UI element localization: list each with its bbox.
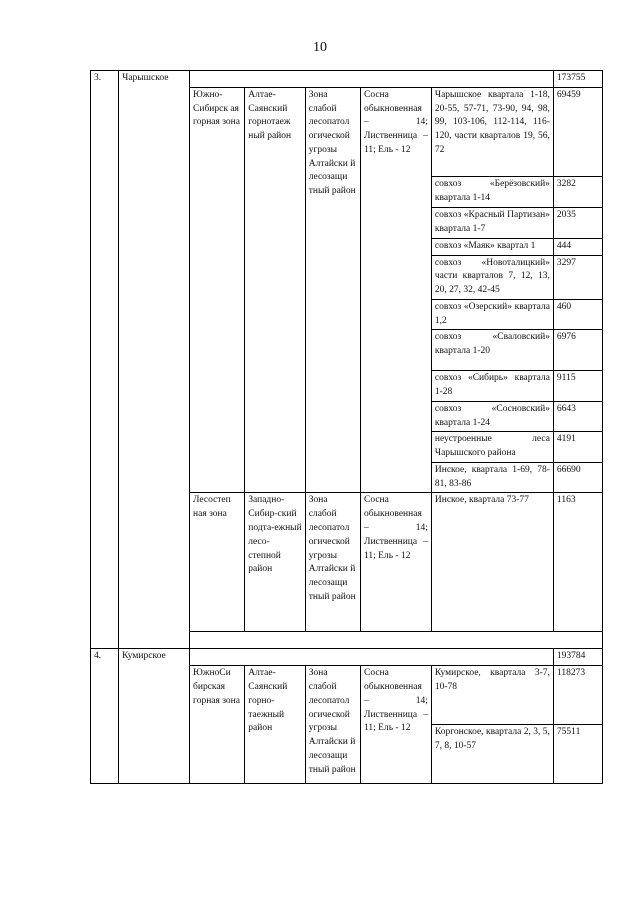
- zone-cell: Южно-Сибирск ая горная зона: [190, 87, 245, 493]
- item-value: 460: [553, 299, 602, 330]
- zone-cell: ЮжноСи бирская горная зона: [190, 666, 245, 784]
- item-value: 6976: [553, 330, 602, 371]
- fire-zone-cell: Зона слабой лесопатол огической угрозы Алтайски й лесозащи тный район: [305, 666, 360, 784]
- item-desc: совхоз «Маяк» квартал 1: [431, 238, 553, 255]
- item-desc: Чарышское квартала 1-18, 20-55, 57-71, 73-90, 94, 98, 99, 103-106, 112-114, 116-120, части кварталов 19, 56, 72: [431, 87, 553, 176]
- region-cell: Алтае-Саянский горно-таежный район: [245, 666, 305, 784]
- row-number: 3.: [91, 71, 119, 649]
- item-desc: совхоз «Сибирь» квартала 1-28: [431, 371, 553, 402]
- row-number: 4.: [91, 649, 119, 784]
- fire-zone-cell: Зона слабой лесопатол огической угрозы Алтайски й лесозащи тный район: [305, 87, 360, 493]
- region-cell: Западно-Сибир-ский подта-ежный лесо-степной район: [245, 493, 305, 632]
- page-number: 10: [313, 40, 327, 55]
- item-value: 66690: [553, 462, 602, 493]
- item-value: 9115: [553, 371, 602, 402]
- species-cell: Сосна обыкновенная – 14; Лиственница – 11; Ель - 12: [361, 493, 432, 632]
- item-value: 118273: [553, 666, 602, 725]
- species-cell: Сосна обыкновенная – 14; Лиственница – 11; Ель - 12: [361, 87, 432, 493]
- item-desc: совхоз «Берёзовский» квартала 1-14: [431, 176, 553, 207]
- item-value: 1163: [553, 493, 602, 632]
- item-desc: совхоз «Озерский» квартала 1,2: [431, 299, 553, 330]
- item-desc: Кумирское, квартала 3-7, 10-78: [431, 666, 553, 725]
- forestry-name: Чарышское: [119, 71, 190, 649]
- table-row: [91, 649, 603, 666]
- species-cell: Сосна обыкновенная – 14; Лиственница – 11; Ель - 12: [361, 666, 432, 784]
- item-desc: совхоз «Сосновский» квартала 1-24: [431, 401, 553, 432]
- item-desc: Инское, квартала 73-77: [431, 493, 553, 632]
- item-value: 3297: [553, 255, 602, 299]
- item-desc: совхоз «Сваловский» квартала 1-20: [431, 330, 553, 371]
- forestry-total: 193784: [553, 649, 602, 666]
- item-value: 75511: [553, 725, 602, 784]
- forestry-name: Кумирское: [119, 649, 190, 784]
- item-desc: Инское, квартала 1-69, 78-81, 83-86: [431, 462, 553, 493]
- region-cell: Алтае-Саянский горнотаеж ный район: [245, 87, 305, 493]
- table-row: [91, 71, 603, 88]
- fire-zone-cell: Зона слабой лесопатол огической угрозы Алтайски й лесозащи тный район: [305, 493, 360, 632]
- item-value: 2035: [553, 207, 602, 238]
- item-value: 69459: [553, 87, 602, 176]
- item-desc: неустроенные леса Чарышского района: [431, 432, 553, 463]
- item-value: 4191: [553, 432, 602, 463]
- item-value: 444: [553, 238, 602, 255]
- zone-cell: Лесостеп ная зона: [190, 493, 245, 632]
- item-desc: совхоз «Красный Партизан» квартала 1-7: [431, 207, 553, 238]
- forestry-table: [90, 70, 603, 784]
- forestry-total: 173755: [553, 71, 602, 88]
- item-desc: Коргонское, квартала 2, 3, 5, 7, 8, 10-57: [431, 725, 553, 784]
- item-value: 3282: [553, 176, 602, 207]
- item-value: 6643: [553, 401, 602, 432]
- item-desc: совхоз «Новоталицкий» части кварталов 7, 12, 13, 20, 27, 32, 42-45: [431, 255, 553, 299]
